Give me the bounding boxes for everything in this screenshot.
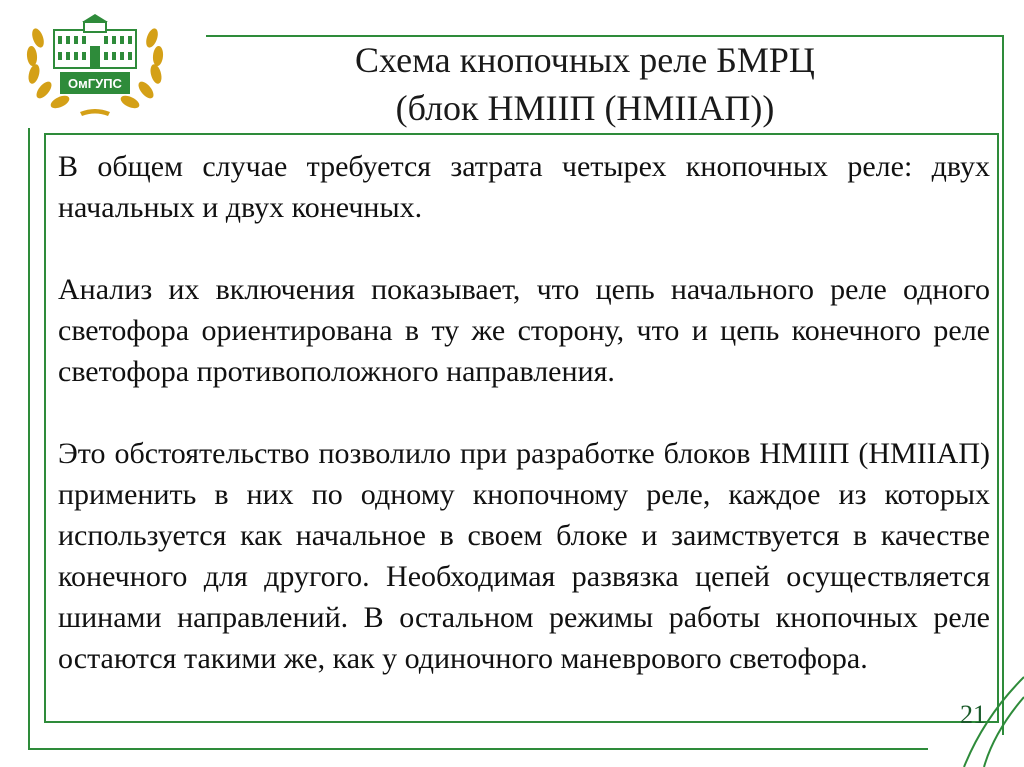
paragraph: Анализ их включения показывает, что цепь начального реле одного светофора ориентирована в ту же сторону, что и цепь конечного реле светофора противоположного направления. bbox=[58, 273, 990, 388]
body-text bbox=[58, 146, 990, 679]
frame-right-line bbox=[1002, 35, 1004, 735]
frame-bottom-line bbox=[28, 748, 928, 750]
page-number: 21 bbox=[960, 700, 986, 729]
title-line-2: (блок НМIIП (НМIIАП)) bbox=[395, 88, 775, 128]
slide-title bbox=[240, 36, 930, 132]
university-logo bbox=[20, 8, 170, 120]
paragraph: Это обстоятельство позволило при разработке блоков НМIIП (НМIIАП) применить в них по одному кнопочному реле, каждое из которых используется как начальное в своем блоке и заимствуется в качестве конечного для другого. Необходимая развязка цепей осуществляется шинами направлений. В остальном режимы работы кнопочных реле остаются такими же, как у одиночного маневрового светофора. bbox=[58, 437, 990, 675]
logo-text: ОмГУПС bbox=[68, 76, 122, 91]
building-icon bbox=[54, 14, 136, 68]
corner-decoration-icon bbox=[924, 657, 1024, 767]
frame-left-line bbox=[28, 128, 30, 750]
paragraph: В общем случае требуется затрата четырех кнопочных реле: двух начальных и двух конечных. bbox=[58, 150, 990, 224]
title-line-1: Схема кнопочных реле БМРЦ bbox=[355, 40, 815, 80]
